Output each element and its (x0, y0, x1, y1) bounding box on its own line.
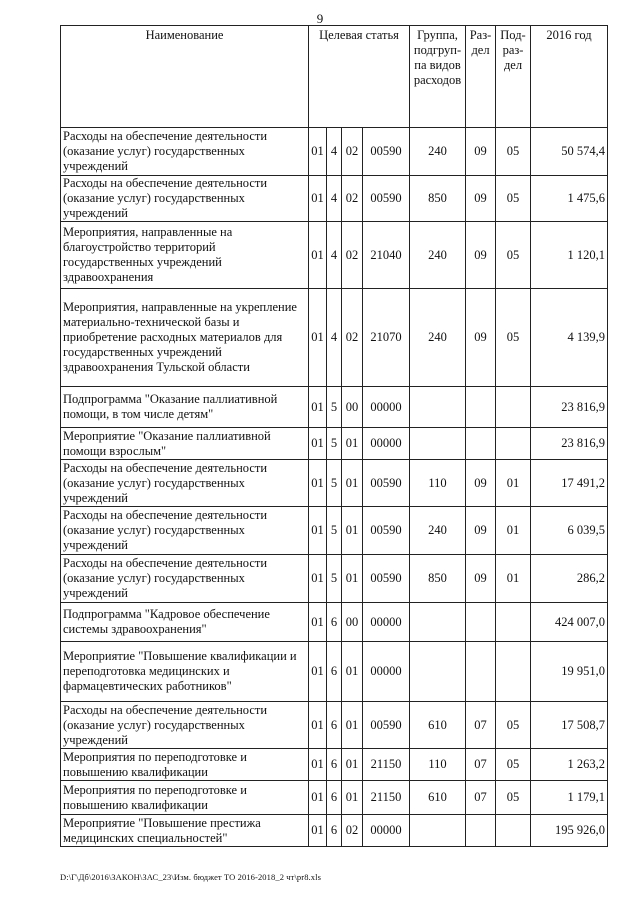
amount-2016: 1 120,1 (531, 222, 608, 289)
program-code: 01 (309, 749, 327, 781)
direction-code: 00000 (363, 815, 410, 847)
section: 09 (466, 507, 496, 555)
row-name: Подпрограмма "Оказание паллиативной помощи, в том числе детям" (61, 387, 309, 428)
expense-group: 240 (410, 507, 466, 555)
amount-2016: 19 951,0 (531, 642, 608, 702)
table-row (61, 555, 608, 603)
subprogram-code: 5 (327, 387, 342, 428)
expense-group (410, 387, 466, 428)
subsection (496, 428, 531, 460)
program-code: 01 (309, 702, 327, 749)
section: 09 (466, 222, 496, 289)
amount-2016: 17 491,2 (531, 460, 608, 507)
expense-group: 850 (410, 176, 466, 222)
section: 07 (466, 749, 496, 781)
expense-group: 110 (410, 460, 466, 507)
amount-2016: 6 039,5 (531, 507, 608, 555)
table-row (61, 428, 608, 460)
section: 09 (466, 555, 496, 603)
subprogram-code: 4 (327, 176, 342, 222)
subprogram-code: 4 (327, 128, 342, 176)
budget-table (60, 25, 608, 847)
measure-code: 01 (342, 702, 363, 749)
direction-code: 00590 (363, 702, 410, 749)
amount-2016: 50 574,4 (531, 128, 608, 176)
row-name: Мероприятия по переподготовке и повышению квалификации (61, 781, 309, 815)
subsection (496, 603, 531, 642)
section: 09 (466, 289, 496, 387)
program-code: 01 (309, 507, 327, 555)
table-row (61, 176, 608, 222)
expense-group (410, 642, 466, 702)
section: 07 (466, 781, 496, 815)
direction-code: 21150 (363, 781, 410, 815)
subprogram-code: 6 (327, 603, 342, 642)
amount-2016: 23 816,9 (531, 428, 608, 460)
subprogram-code: 4 (327, 222, 342, 289)
section: 07 (466, 702, 496, 749)
amount-2016: 286,2 (531, 555, 608, 603)
subsection: 05 (496, 702, 531, 749)
row-name: Расходы на обеспечение деятельности (оказание услуг) государственных учреждений (61, 507, 309, 555)
row-name: Мероприятия, направленные на укрепление материально-технической базы и приобретение расходных материалов для государственных учреждений здравоохранения Тульской области (61, 289, 309, 387)
amount-2016: 4 139,9 (531, 289, 608, 387)
section (466, 603, 496, 642)
program-code: 01 (309, 555, 327, 603)
subprogram-code: 6 (327, 749, 342, 781)
subprogram-code: 5 (327, 507, 342, 555)
subsection (496, 387, 531, 428)
header-target-article: Целевая статья (309, 26, 410, 128)
subprogram-code: 6 (327, 781, 342, 815)
header-year-2016: 2016 год (531, 26, 608, 128)
amount-2016: 17 508,7 (531, 702, 608, 749)
program-code: 01 (309, 222, 327, 289)
row-name: Мероприятие "Повышение квалификации и переподготовка медицинских и фармацевтических работников" (61, 642, 309, 702)
subsection: 05 (496, 128, 531, 176)
row-name: Расходы на обеспечение деятельности (оказание услуг) государственных учреждений (61, 555, 309, 603)
program-code: 01 (309, 428, 327, 460)
amount-2016: 424 007,0 (531, 603, 608, 642)
program-code: 01 (309, 176, 327, 222)
section (466, 428, 496, 460)
direction-code: 00590 (363, 176, 410, 222)
row-name: Расходы на обеспечение деятельности (оказание услуг) государственных учреждений (61, 128, 309, 176)
program-code: 01 (309, 460, 327, 507)
expense-group: 110 (410, 749, 466, 781)
measure-code: 01 (342, 749, 363, 781)
header-expense-group: Группа, подгруп- па видов расходов (410, 26, 466, 128)
program-code: 01 (309, 603, 327, 642)
amount-2016: 195 926,0 (531, 815, 608, 847)
table-row (61, 702, 608, 749)
subprogram-code: 6 (327, 642, 342, 702)
table-row (61, 781, 608, 815)
subsection: 05 (496, 176, 531, 222)
section: 09 (466, 460, 496, 507)
measure-code: 01 (342, 507, 363, 555)
expense-group: 240 (410, 289, 466, 387)
subprogram-code: 4 (327, 289, 342, 387)
table-row (61, 222, 608, 289)
direction-code: 00000 (363, 387, 410, 428)
header-row (61, 26, 608, 128)
subprogram-code: 6 (327, 815, 342, 847)
section: 09 (466, 128, 496, 176)
direction-code: 00000 (363, 428, 410, 460)
header-section: Раз- дел (466, 26, 496, 128)
subsection: 01 (496, 555, 531, 603)
section (466, 642, 496, 702)
file-path-footer: D:\Г\Дб\2016\ЗАКОН\ЗАС_23\Изм. бюджет ТО 2016-2018_2 чт\pr8.xls (60, 872, 322, 882)
table-row (61, 749, 608, 781)
expense-group: 240 (410, 128, 466, 176)
subsection: 05 (496, 781, 531, 815)
table-row (61, 603, 608, 642)
row-name: Подпрограмма "Кадровое обеспечение системы здравоохранения" (61, 603, 309, 642)
subsection (496, 815, 531, 847)
measure-code: 00 (342, 603, 363, 642)
measure-code: 01 (342, 642, 363, 702)
amount-2016: 1 179,1 (531, 781, 608, 815)
measure-code: 02 (342, 289, 363, 387)
amount-2016: 23 816,9 (531, 387, 608, 428)
header-name: Наименование (61, 26, 309, 128)
program-code: 01 (309, 128, 327, 176)
subprogram-code: 5 (327, 460, 342, 507)
direction-code: 00590 (363, 460, 410, 507)
subsection: 05 (496, 749, 531, 781)
program-code: 01 (309, 289, 327, 387)
row-name: Расходы на обеспечение деятельности (оказание услуг) государственных учреждений (61, 176, 309, 222)
measure-code: 02 (342, 222, 363, 289)
subprogram-code: 5 (327, 555, 342, 603)
direction-code: 00000 (363, 642, 410, 702)
program-code: 01 (309, 387, 327, 428)
direction-code: 00590 (363, 128, 410, 176)
measure-code: 01 (342, 460, 363, 507)
measure-code: 01 (342, 781, 363, 815)
row-name: Расходы на обеспечение деятельности (оказание услуг) государственных учреждений (61, 702, 309, 749)
amount-2016: 1 475,6 (531, 176, 608, 222)
direction-code: 00000 (363, 603, 410, 642)
program-code: 01 (309, 815, 327, 847)
table-row (61, 460, 608, 507)
measure-code: 01 (342, 555, 363, 603)
row-name: Мероприятия, направленные на благоустройство территорий государственных учреждений здравоохранения (61, 222, 309, 289)
expense-group (410, 428, 466, 460)
table-row (61, 128, 608, 176)
row-name: Расходы на обеспечение деятельности (оказание услуг) государственных учреждений (61, 460, 309, 507)
header-subsection: Под- раз- дел (496, 26, 531, 128)
page-number: 9 (316, 11, 324, 26)
row-name: Мероприятие "Повышение престижа медицинских специальностей" (61, 815, 309, 847)
measure-code: 01 (342, 428, 363, 460)
section (466, 815, 496, 847)
expense-group: 610 (410, 702, 466, 749)
expense-group: 240 (410, 222, 466, 289)
program-code: 01 (309, 781, 327, 815)
expense-group (410, 815, 466, 847)
amount-2016: 1 263,2 (531, 749, 608, 781)
table-row (61, 507, 608, 555)
measure-code: 00 (342, 387, 363, 428)
subsection (496, 642, 531, 702)
direction-code: 21150 (363, 749, 410, 781)
subsection: 01 (496, 460, 531, 507)
subprogram-code: 6 (327, 702, 342, 749)
measure-code: 02 (342, 815, 363, 847)
subsection: 05 (496, 289, 531, 387)
subsection: 01 (496, 507, 531, 555)
row-name: Мероприятия по переподготовке и повышению квалификации (61, 749, 309, 781)
subsection: 05 (496, 222, 531, 289)
direction-code: 21070 (363, 289, 410, 387)
table-row (61, 815, 608, 847)
table-row (61, 387, 608, 428)
direction-code: 00590 (363, 555, 410, 603)
program-code: 01 (309, 642, 327, 702)
direction-code: 00590 (363, 507, 410, 555)
section (466, 387, 496, 428)
expense-group: 850 (410, 555, 466, 603)
measure-code: 02 (342, 128, 363, 176)
table-row (61, 642, 608, 702)
row-name: Мероприятие "Оказание паллиативной помощи взрослым" (61, 428, 309, 460)
table-row (61, 289, 608, 387)
subprogram-code: 5 (327, 428, 342, 460)
direction-code: 21040 (363, 222, 410, 289)
expense-group: 610 (410, 781, 466, 815)
measure-code: 02 (342, 176, 363, 222)
expense-group (410, 603, 466, 642)
section: 09 (466, 176, 496, 222)
